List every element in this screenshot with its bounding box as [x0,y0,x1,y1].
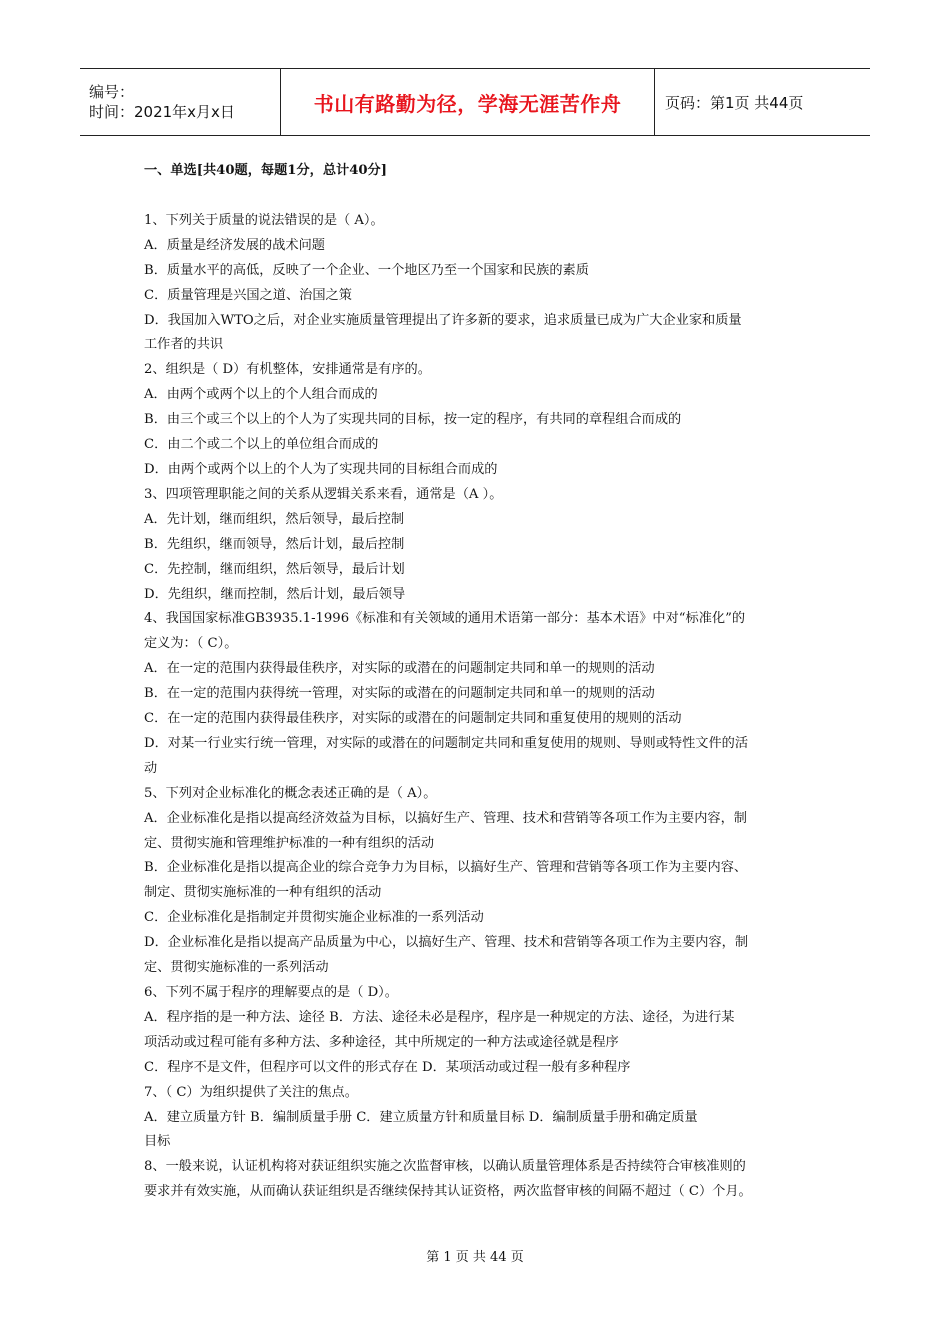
text-line: 3、四项管理职能之间的关系从逻辑关系来看，通常是（A ）。 [144,486,503,502]
text-line: 动 [144,760,158,776]
text-line: A．企业标准化是指以提高经济效益为目标，以搞好生产、管理、技术和营销等各项工作为主要内容，制 [144,810,747,826]
text-line: B．由三个或三个以上的个人为了实现共同的目标，按一定的程序，有共同的章程组合而成的 [144,412,682,428]
text-line: C．程序不是文件，但程序可以文件的形式存在 D．某项活动或过程一般有多种程序 [144,1059,631,1075]
page-footer: 第 1 页 共 44 页 [426,1250,524,1265]
text-line: A．建立质量方针 B．编制质量手册 C．建立质量方针和质量目标 D．编制质量手册和确定质量 [144,1109,698,1125]
text-line: A．质量是经济发展的战术问题 [144,237,325,253]
text-line: D．我国加入WTO之后，对企业实施质量管理提出了许多新的要求，追求质量已成为广大企业家和质量 [144,312,742,328]
text-line: 工作者的共识 [144,337,224,353]
text-line: D．先组织，继而控制，然后计划，最后领导 [144,586,406,602]
text-line: 2、组织是（ D）有机整体，安排通常是有序的。 [144,362,431,378]
text-line: B．在一定的范围内获得统一管理，对实际的或潜在的问题制定共同和单一的规则的活动 [144,686,655,702]
text-line: B．先组织，继而领导，然后计划，最后控制 [144,536,405,552]
text-line: 定、贯彻实施标准的一系列活动 [144,960,329,976]
document-body [144,159,814,1205]
header-motto-cell [281,69,655,135]
text-line: C．先控制，继而组织，然后领导，最后计划 [144,561,405,577]
header-page-label: 页码：第1页 共44页 [665,93,804,112]
text-line: C．质量管理是兴国之道、治国之策 [144,287,352,303]
text-line: A．在一定的范围内获得最佳秩序，对实际的或潜在的问题制定共同和单一的规则的活动 [144,661,655,677]
text-line: 1、下列关于质量的说法错误的是（ A）。 [144,212,384,228]
document-number-label: 编号： [89,83,135,101]
text-line: B．企业标准化是指以提高企业的综合竞争力为目标，以搞好生产、管理和营销等各项工作为主要内容、 [144,860,748,876]
text-line: 目标 [144,1134,171,1150]
document-time-label: 时间：2021年x月x日 [89,103,235,121]
text-line: C．在一定的范围内获得最佳秩序，对实际的或潜在的问题制定共同和重复使用的规则的活动 [144,711,682,727]
text-line: B．质量水平的高低，反映了一个企业、一个地区乃至一个国家和民族的素质 [144,262,589,278]
text-line: 定、贯彻实施和管理维护标准的一种有组织的活动 [144,835,435,851]
text-line: 制定、贯彻实施标准的一种有组织的活动 [144,885,382,901]
header-info-cell [80,69,281,135]
text-line: C．由二个或二个以上的单位组合而成的 [144,437,379,453]
header-page-cell [655,69,870,135]
text-line: D．对某一行业实行统一管理，对实际的或潜在的问题制定共同和重复使用的规则、导则或特性文件的活 [144,735,749,751]
text-line: D．由两个或两个以上的个人为了实现共同的目标组合而成的 [144,461,498,477]
text-line: 5、下列对企业标准化的概念表述正确的是（ A）。 [144,785,437,801]
text-line: C．企业标准化是指制定并贯彻实施企业标准的一系列活动 [144,910,484,926]
text-line: 8、一般来说，认证机构将对获证组织实施之次监督审核，以确认质量管理体系是否持续符合审核准则的 [144,1159,746,1175]
question-list [144,209,814,1205]
text-line: A．程序指的是一种方法、途径 B．方法、途径未必是程序，程序是一种规定的方法、途径，为进行某 [144,1009,735,1025]
text-line: D．企业标准化是指以提高产品质量为中心，以搞好生产、管理、技术和营销等各项工作为主要内容，制 [144,935,749,951]
text-line: 4、我国国家标准GB3935.1-1996《标准和有关领域的通用术语第一部分：基本术语》中对“标准化”的 [144,611,746,627]
text-line: 项活动或过程可能有多种方法、多种途径，其中所规定的一种方法或途径就是程序 [144,1034,619,1050]
section-title: 一、单选[共40题，每题1分，总计40分] [144,163,387,178]
text-line: 定义为：（ C）。 [144,636,238,652]
text-line: 6、下列不属于程序的理解要点的是（ D）。 [144,985,398,1000]
header-motto: 书山有路勤为径，学海无涯苦作舟 [313,91,622,116]
text-line: A．先计划，继而组织，然后领导，最后控制 [144,511,405,527]
text-line: 要求并有效实施，从而确认获证组织是否继续保持其认证资格，两次监督审核的间隔不超过（ C）个月。 [144,1184,752,1200]
text-line: 7、（ C）为组织提供了关注的焦点。 [144,1084,358,1100]
text-line: A．由两个或两个以上的个人组合而成的 [144,387,378,403]
page-header [80,68,870,136]
